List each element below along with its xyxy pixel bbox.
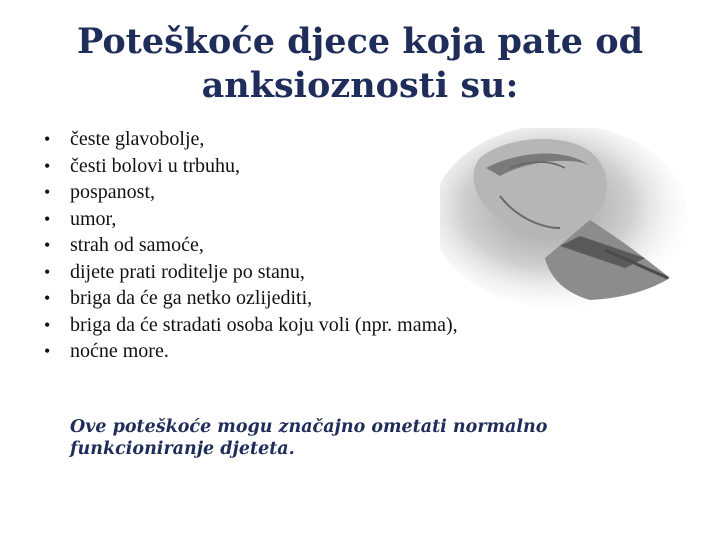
list-item: • briga da će ga netko ozlijediti, (44, 285, 458, 312)
list-item: • strah od samoće, (44, 232, 458, 259)
list-item: • briga da će stradati osoba koju voli (npr. mama), (44, 312, 458, 339)
summary-note: Ove poteškoće mogu značajno ometati normalno funkcioniranje djeteta. (70, 417, 548, 459)
slide-title: Poteškoće djece koja pate od anksioznosti su: (76, 21, 644, 106)
list-item: • česte glavobolje, (44, 126, 458, 153)
list-item: • česti bolovi u trbuhu, (44, 153, 458, 180)
symptom-list (44, 126, 458, 365)
list-item: • dijete prati roditelje po stanu, (44, 259, 458, 286)
list-item: • umor, (44, 206, 458, 233)
child-photo (440, 128, 698, 310)
list-item: • pospanost, (44, 179, 458, 206)
list-item: • noćne more. (44, 338, 458, 365)
